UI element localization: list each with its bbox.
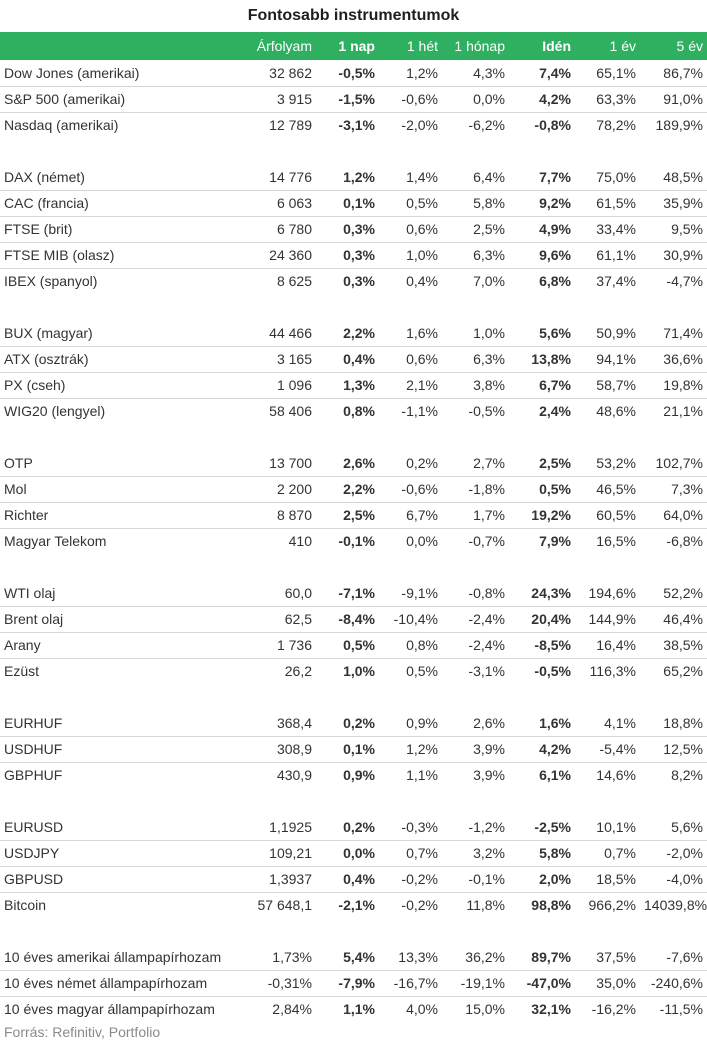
cell-1-ev: 46,5% — [575, 476, 640, 502]
cell-5-ev: 71,4% — [640, 320, 707, 346]
cell-iden: 7,4% — [509, 60, 575, 86]
cell-1-het: 0,8% — [379, 632, 442, 658]
cell-iden: 6,7% — [509, 372, 575, 398]
cell-iden: -2,5% — [509, 814, 575, 840]
cell-name: FTSE (brit) — [0, 216, 241, 242]
cell-name: Brent olaj — [0, 606, 241, 632]
header-5-ev: 5 év — [676, 38, 703, 54]
cell-arfolyam: 1 736 — [241, 632, 316, 658]
cell-arfolyam: -0,31% — [241, 970, 316, 996]
cell-1-nap: -8,4% — [316, 606, 379, 632]
cell-arfolyam: 6 780 — [241, 216, 316, 242]
cell-name: 10 éves német állampapírhozam — [0, 970, 241, 996]
cell-iden: 98,8% — [531, 897, 571, 914]
cell-arfolyam: 1,3937 — [241, 866, 316, 892]
cell-1-ev: 33,4% — [575, 216, 640, 242]
cell-arfolyam: 3 165 — [241, 346, 316, 372]
cell-1-nap: 0,8% — [343, 403, 375, 420]
cell-1-ev: 35,0% — [575, 970, 640, 996]
table-row — [0, 606, 707, 632]
cell-name: DAX (német) — [0, 164, 241, 190]
cell-1-het: 1,0% — [379, 242, 442, 268]
cell-iden: 20,4% — [509, 606, 575, 632]
cell-5-ev: 7,3% — [640, 476, 707, 502]
source-note: Forrás: Refinitiv, Portfolio — [4, 1024, 161, 1040]
table-row — [0, 112, 707, 138]
cell-1-nap: 1,3% — [316, 372, 379, 398]
table-row — [0, 60, 707, 86]
cell-1-nap: 2,2% — [316, 476, 379, 502]
cell-1-nap: 0,9% — [343, 767, 375, 784]
cell-iden: -8,5% — [509, 632, 575, 658]
table-row — [0, 476, 707, 502]
cell-5-ev: 46,4% — [640, 606, 707, 632]
cell-1-het: 0,4% — [406, 273, 438, 290]
table-row — [0, 190, 707, 216]
cell-1-honap: 3,8% — [442, 372, 509, 398]
cell-arfolyam: 32 862 — [241, 60, 316, 86]
cell-1-het: -9,1% — [379, 580, 442, 606]
table-body — [0, 60, 707, 1022]
cell-1-ev: 966,2% — [588, 897, 636, 914]
cell-arfolyam: 62,5 — [241, 606, 316, 632]
cell-name: GBPHUF — [4, 767, 63, 784]
cell-1-nap: 0,2% — [316, 814, 379, 840]
cell-1-het: 6,7% — [379, 502, 442, 528]
cell-1-honap: -6,2% — [468, 117, 505, 134]
group-spacer — [0, 294, 707, 320]
cell-1-honap: -0,7% — [468, 533, 505, 550]
table-row — [0, 736, 707, 762]
cell-iden: -0,8% — [534, 117, 571, 134]
cell-name: BUX (magyar) — [0, 320, 241, 346]
cell-name: PX (cseh) — [0, 372, 241, 398]
cell-arfolyam: 8 625 — [276, 273, 312, 290]
cell-5-ev: 36,6% — [640, 346, 707, 372]
table-header-row — [0, 32, 707, 60]
table-row — [0, 268, 707, 294]
cell-5-ev: 86,7% — [640, 60, 707, 86]
cell-5-ev: 19,8% — [640, 372, 707, 398]
cell-5-ev: 18,8% — [640, 710, 707, 736]
cell-5-ev: -11,5% — [659, 1001, 703, 1018]
cell-1-het: -1,1% — [401, 403, 438, 420]
cell-name: Mol — [0, 476, 241, 502]
cell-iden: 32,1% — [531, 1001, 571, 1018]
cell-1-nap: -2,1% — [338, 897, 375, 914]
cell-1-ev: 50,9% — [575, 320, 640, 346]
cell-1-honap: -0,5% — [468, 403, 505, 420]
cell-1-ev: 16,5% — [596, 533, 636, 550]
group-spacer — [0, 788, 707, 814]
cell-name: USDJPY — [0, 840, 241, 866]
cell-1-honap: 36,2% — [442, 944, 509, 970]
cell-5-ev: 8,2% — [671, 767, 703, 784]
cell-name: CAC (francia) — [0, 190, 241, 216]
group-spacer — [0, 918, 707, 944]
cell-1-nap: -0,5% — [316, 60, 379, 86]
cell-arfolyam: 12 789 — [269, 117, 312, 134]
cell-1-ev: 0,7% — [575, 840, 640, 866]
cell-1-het: 0,0% — [406, 533, 438, 550]
cell-1-nap: 5,4% — [316, 944, 379, 970]
table-row — [0, 814, 707, 840]
header-1-ev: 1 év — [609, 38, 636, 54]
cell-1-nap: 0,4% — [316, 866, 379, 892]
cell-iden: 7,7% — [509, 164, 575, 190]
cell-name: USDHUF — [0, 736, 241, 762]
cell-name: Dow Jones (amerikai) — [0, 60, 241, 86]
cell-arfolyam: 8 870 — [241, 502, 316, 528]
cell-iden: 9,6% — [509, 242, 575, 268]
cell-1-het: -2,0% — [401, 117, 438, 134]
header-iden: Idén — [542, 38, 571, 54]
cell-1-honap: 4,3% — [442, 60, 509, 86]
cell-1-nap: 2,2% — [316, 320, 379, 346]
cell-1-ev: 37,4% — [596, 273, 636, 290]
cell-1-ev: 18,5% — [575, 866, 640, 892]
table-row — [0, 528, 707, 554]
cell-5-ev: -2,0% — [640, 840, 707, 866]
cell-1-nap: -3,1% — [338, 117, 375, 134]
cell-5-ev: -6,8% — [666, 533, 703, 550]
cell-1-honap: -0,1% — [442, 866, 509, 892]
header-1-nap: 1 nap — [338, 38, 375, 54]
cell-1-het: 1,2% — [379, 60, 442, 86]
cell-name: Ezüst — [4, 663, 40, 680]
cell-1-het: 0,5% — [406, 663, 438, 680]
cell-arfolyam: 1,1925 — [241, 814, 316, 840]
cell-1-nap: 2,6% — [316, 450, 379, 476]
cell-name: Magyar Telekom — [4, 533, 107, 550]
cell-5-ev: 21,1% — [663, 403, 703, 420]
cell-5-ev: -4,0% — [640, 866, 707, 892]
cell-arfolyam: 44 466 — [241, 320, 316, 346]
cell-1-nap: -7,1% — [316, 580, 379, 606]
cell-arfolyam: 3 915 — [241, 86, 316, 112]
cell-1-honap: 3,2% — [442, 840, 509, 866]
cell-1-nap: 1,1% — [343, 1001, 375, 1018]
cell-1-honap: 3,9% — [473, 767, 505, 784]
cell-1-het: -0,2% — [379, 866, 442, 892]
cell-iden: 6,1% — [539, 767, 571, 784]
table-row — [0, 762, 707, 788]
cell-1-honap: 0,0% — [442, 86, 509, 112]
cell-1-nap: -0,1% — [338, 533, 375, 550]
cell-iden: 2,5% — [509, 450, 575, 476]
cell-5-ev: 48,5% — [640, 164, 707, 190]
cell-1-het: 4,0% — [406, 1001, 438, 1018]
cell-1-ev: 16,4% — [575, 632, 640, 658]
cell-1-honap: 15,0% — [465, 1001, 505, 1018]
table-row — [0, 86, 707, 112]
cell-iden: 5,8% — [509, 840, 575, 866]
cell-1-ev: -5,4% — [575, 736, 640, 762]
cell-name: 10 éves amerikai állampapírhozam — [0, 944, 241, 970]
cell-arfolyam: 60,0 — [241, 580, 316, 606]
cell-1-het: 0,9% — [379, 710, 442, 736]
cell-1-honap: -1,8% — [442, 476, 509, 502]
cell-iden: 89,7% — [509, 944, 575, 970]
cell-1-het: 13,3% — [379, 944, 442, 970]
cell-5-ev: -240,6% — [640, 970, 707, 996]
cell-1-nap: 1,2% — [316, 164, 379, 190]
cell-arfolyam: 1 096 — [241, 372, 316, 398]
cell-1-nap: -1,5% — [316, 86, 379, 112]
cell-iden: 0,5% — [509, 476, 575, 502]
cell-5-ev: 38,5% — [640, 632, 707, 658]
cell-name: Nasdaq (amerikai) — [4, 117, 119, 134]
cell-arfolyam: 26,2 — [284, 663, 312, 680]
cell-arfolyam: 430,9 — [276, 767, 312, 784]
cell-iden: 4,2% — [509, 736, 575, 762]
cell-1-nap: -7,9% — [316, 970, 379, 996]
cell-1-ev: 194,6% — [575, 580, 640, 606]
cell-iden: 19,2% — [509, 502, 575, 528]
cell-arfolyam: 2 200 — [241, 476, 316, 502]
cell-arfolyam: 24 360 — [241, 242, 316, 268]
cell-1-honap: -2,4% — [442, 632, 509, 658]
cell-1-ev: 53,2% — [575, 450, 640, 476]
header-1-honap: 1 hónap — [454, 38, 505, 54]
cell-1-nap: 1,0% — [343, 663, 375, 680]
cell-1-het: 1,1% — [406, 767, 438, 784]
cell-1-het: 1,2% — [379, 736, 442, 762]
table-row — [0, 372, 707, 398]
group-spacer — [0, 138, 707, 164]
cell-arfolyam: 308,9 — [241, 736, 316, 762]
cell-1-nap: 0,5% — [316, 632, 379, 658]
cell-1-ev: 75,0% — [575, 164, 640, 190]
cell-name: WIG20 (lengyel) — [4, 403, 106, 420]
cell-name: Bitcoin — [4, 897, 47, 914]
cell-1-honap: 3,9% — [442, 736, 509, 762]
table-row — [0, 502, 707, 528]
cell-1-nap: 0,0% — [316, 840, 379, 866]
cell-iden: 7,9% — [539, 533, 571, 550]
table-row — [0, 996, 707, 1022]
cell-name: Arany — [0, 632, 241, 658]
table-row — [0, 580, 707, 606]
header-arfolyam: Árfolyam — [256, 38, 312, 54]
table-row — [0, 944, 707, 970]
cell-1-ev: 60,5% — [575, 502, 640, 528]
table-row — [0, 970, 707, 996]
cell-1-nap: 0,4% — [316, 346, 379, 372]
cell-name: ATX (osztrák) — [0, 346, 241, 372]
cell-1-ev: 63,3% — [575, 86, 640, 112]
table-row — [0, 632, 707, 658]
cell-1-nap: 0,1% — [316, 736, 379, 762]
cell-5-ev: 12,5% — [640, 736, 707, 762]
cell-iden: 1,6% — [509, 710, 575, 736]
group-spacer — [0, 424, 707, 450]
cell-1-honap: 6,4% — [442, 164, 509, 190]
cell-1-het: 1,6% — [379, 320, 442, 346]
cell-1-ev: 4,1% — [575, 710, 640, 736]
table-row — [0, 710, 707, 736]
cell-1-ev: 37,5% — [575, 944, 640, 970]
cell-5-ev: 91,0% — [640, 86, 707, 112]
cell-iden: 2,4% — [539, 403, 571, 420]
cell-iden: 9,2% — [509, 190, 575, 216]
cell-5-ev: 65,2% — [663, 663, 703, 680]
cell-name: FTSE MIB (olasz) — [0, 242, 241, 268]
cell-1-honap: 6,3% — [442, 346, 509, 372]
cell-1-ev: -16,2% — [591, 1001, 636, 1018]
cell-5-ev: 14039,8% — [644, 897, 707, 914]
cell-5-ev: 35,9% — [640, 190, 707, 216]
cell-5-ev: -4,7% — [666, 273, 703, 290]
cell-arfolyam: 368,4 — [241, 710, 316, 736]
cell-arfolyam: 57 648,1 — [257, 897, 312, 914]
table-row — [0, 398, 707, 424]
cell-arfolyam: 109,21 — [241, 840, 316, 866]
cell-1-honap: -19,1% — [442, 970, 509, 996]
cell-1-het: 1,4% — [379, 164, 442, 190]
cell-1-honap: 5,8% — [442, 190, 509, 216]
cell-1-ev: 144,9% — [575, 606, 640, 632]
cell-name: OTP — [0, 450, 241, 476]
table-row — [0, 840, 707, 866]
cell-iden: 4,9% — [509, 216, 575, 242]
cell-1-het: -0,6% — [379, 86, 442, 112]
cell-arfolyam: 14 776 — [241, 164, 316, 190]
instruments-table — [0, 32, 707, 1022]
cell-arfolyam: 6 063 — [241, 190, 316, 216]
cell-1-ev: 116,3% — [589, 663, 636, 680]
cell-iden: 4,2% — [509, 86, 575, 112]
cell-5-ev: 30,9% — [640, 242, 707, 268]
cell-name: EURUSD — [0, 814, 241, 840]
cell-1-honap: -0,8% — [442, 580, 509, 606]
cell-name: S&P 500 (amerikai) — [0, 86, 241, 112]
cell-5-ev: -7,6% — [640, 944, 707, 970]
cell-iden: -47,0% — [509, 970, 575, 996]
cell-arfolyam: 58 406 — [269, 403, 312, 420]
cell-5-ev: 189,9% — [655, 117, 703, 134]
cell-1-honap: 7,0% — [473, 273, 505, 290]
cell-iden: 6,8% — [539, 273, 571, 290]
cell-5-ev: 5,6% — [640, 814, 707, 840]
cell-1-ev: 10,1% — [575, 814, 640, 840]
table-row — [0, 658, 707, 684]
header-name — [0, 32, 241, 60]
cell-1-honap: 1,0% — [442, 320, 509, 346]
cell-name: WTI olaj — [0, 580, 241, 606]
cell-5-ev: 52,2% — [640, 580, 707, 606]
cell-iden: 24,3% — [509, 580, 575, 606]
cell-1-honap: 1,7% — [442, 502, 509, 528]
cell-1-het: -0,2% — [401, 897, 438, 914]
cell-1-honap: -1,2% — [442, 814, 509, 840]
cell-1-het: 0,6% — [379, 346, 442, 372]
cell-1-het: 0,7% — [379, 840, 442, 866]
table-row — [0, 216, 707, 242]
cell-1-ev: 65,1% — [575, 60, 640, 86]
cell-1-honap: 2,7% — [442, 450, 509, 476]
cell-1-ev: 48,6% — [596, 403, 636, 420]
cell-arfolyam: 2,84% — [272, 1001, 312, 1018]
cell-name: 10 éves magyar állampapírhozam — [4, 1001, 215, 1018]
cell-1-het: -0,3% — [379, 814, 442, 840]
cell-5-ev: 64,0% — [640, 502, 707, 528]
cell-arfolyam: 1,73% — [241, 944, 316, 970]
table-row — [0, 164, 707, 190]
cell-1-het: -16,7% — [379, 970, 442, 996]
cell-1-het: -10,4% — [379, 606, 442, 632]
table-row — [0, 242, 707, 268]
cell-1-ev: 58,7% — [575, 372, 640, 398]
table-row — [0, 892, 707, 918]
cell-1-het: 0,6% — [379, 216, 442, 242]
cell-1-honap: -3,1% — [468, 663, 505, 680]
cell-1-nap: 2,5% — [316, 502, 379, 528]
table-row — [0, 346, 707, 372]
cell-name: EURHUF — [0, 710, 241, 736]
cell-1-honap: 11,8% — [466, 897, 505, 914]
cell-1-het: 0,2% — [379, 450, 442, 476]
cell-1-het: 0,5% — [379, 190, 442, 216]
cell-1-nap: 0,3% — [316, 242, 379, 268]
header-1-het: 1 hét — [406, 38, 438, 54]
table-row — [0, 320, 707, 346]
cell-1-nap: 0,2% — [316, 710, 379, 736]
cell-1-ev: 78,2% — [596, 117, 636, 134]
cell-name: Richter — [0, 502, 241, 528]
cell-5-ev: 9,5% — [640, 216, 707, 242]
cell-1-honap: 2,6% — [442, 710, 509, 736]
cell-1-honap: 2,5% — [442, 216, 509, 242]
cell-1-ev: 61,1% — [575, 242, 640, 268]
cell-iden: 2,0% — [509, 866, 575, 892]
cell-name: GBPUSD — [0, 866, 241, 892]
cell-1-honap: -2,4% — [442, 606, 509, 632]
cell-1-ev: 61,5% — [575, 190, 640, 216]
page-title: Fontosabb instrumentumok — [247, 7, 460, 24]
cell-1-ev: 94,1% — [575, 346, 640, 372]
cell-1-honap: 6,3% — [442, 242, 509, 268]
table-row — [0, 450, 707, 476]
cell-name: IBEX (spanyol) — [4, 273, 98, 290]
cell-iden: -0,5% — [534, 663, 571, 680]
table-row — [0, 866, 707, 892]
cell-1-nap: 0,1% — [316, 190, 379, 216]
cell-arfolyam: 410 — [288, 533, 312, 550]
cell-1-nap: 0,3% — [316, 216, 379, 242]
cell-5-ev: 102,7% — [640, 450, 707, 476]
cell-iden: 5,6% — [509, 320, 575, 346]
cell-1-ev: 14,6% — [596, 767, 636, 784]
cell-1-het: 2,1% — [379, 372, 442, 398]
cell-iden: 13,8% — [509, 346, 575, 372]
cell-1-nap: 0,3% — [343, 273, 375, 290]
group-spacer — [0, 554, 707, 580]
cell-1-het: -0,6% — [379, 476, 442, 502]
group-spacer — [0, 684, 707, 710]
cell-arfolyam: 13 700 — [241, 450, 316, 476]
